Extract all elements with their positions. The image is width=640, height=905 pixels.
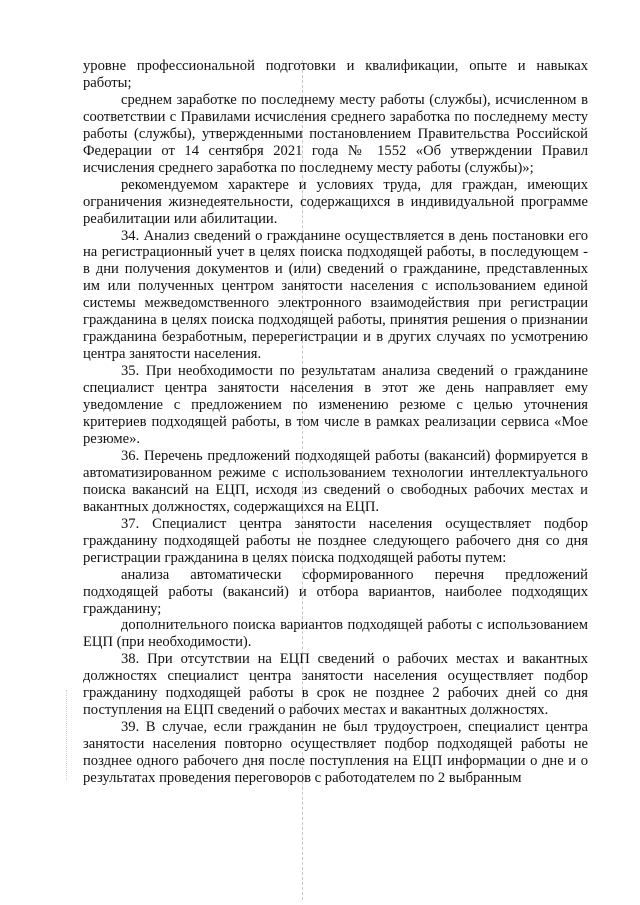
paragraph-36: 36. Перечень предложений подходящей работы (вакансий) формируется в автоматизированном режиме с использованием технологии интеллектуального поиска вакансий на ЕЦП, исходя из сведений о свободных рабочих местах и вакантных должностях, содержащихся на ЕЦП. — [83, 447, 588, 515]
scan-edge-mark — [66, 690, 67, 780]
paragraph-34: 34. Анализ сведений о гражданине осуществляется в день постановки его на регистрационный учет в целях поиска подходящей работы, в последующем - в дни получения документов и (или) сведений о гражданине, представленных им или полученных центром занятости населения с использованием единой системы межведомственного электронного взаимодействия при регистрации гражданина в целях поиска подходящей работы, принятия решения о признании гражданина безработным, перерегистрации и в других случаях по усмотрению центра занятости населения. — [83, 227, 588, 363]
paragraph-recommended-work: рекомендуемом характере и условиях труда, для граждан, имеющих ограничения жизнедеятельности, содержащихся в индивидуальной программе реабилитации или абилитации. — [83, 176, 588, 227]
paragraph-qualification: уровне профессиональной подготовки и квалификации, опыте и навыках работы; — [83, 58, 588, 91]
paragraph-39: 39. В случае, если гражданин не был трудоустроен, специалист центра занятости населения повторно осуществляет подбор подходящей работы не позднее одного рабочего дня после поступления на ЕЦП информации о дне и о результатах проведения переговоров с работодателем по 2 выбранным — [83, 719, 588, 787]
document-body — [83, 58, 588, 787]
paragraph-35: 35. При необходимости по результатам анализа сведений о гражданине специалист центра занятости населения в этот же день направляет ему уведомление с предложением по изменению резюме с целью уточнения критериев подходящей работы, в том числе в рамках реализации сервиса «Мое резюме». — [83, 363, 588, 447]
paragraph-37-additional-search: дополнительного поиска вариантов подходящей работы с использованием ЕЦП (при необходимости). — [83, 617, 588, 651]
paragraph-37-analysis: анализа автоматически сформированного перечня предложений подходящей работы (вакансий) и отбора вариантов, наиболее подходящих гражданину; — [83, 566, 588, 617]
paragraph-average-salary: среднем заработке по последнему месту работы (службы), исчисленном в соответствии с Правилами исчисления среднего заработка по последнему месту работы (службы), утвержденными постановлением Правительства Российской Федерации от 14 сентября 2021 года № 1552 «Об утверждении Правил исчисления среднего заработка по последнему месту работы (службы)»; — [83, 91, 588, 176]
paragraph-38: 38. При отсутствии на ЕЦП сведений о рабочих местах и вакантных должностях специалист центра занятости населения осуществляет подбор гражданину подходящей работы в срок не позднее 2 рабочих дней со дня поступления на ЕЦП сведений о рабочих местах и вакантных должностях. — [83, 651, 588, 719]
paragraph-37: 37. Специалист центра занятости населения осуществляет подбор гражданину подходящей работы не позднее следующего рабочего дня со дня регистрации гражданина в целях поиска подходящей работы путем: — [83, 515, 588, 566]
